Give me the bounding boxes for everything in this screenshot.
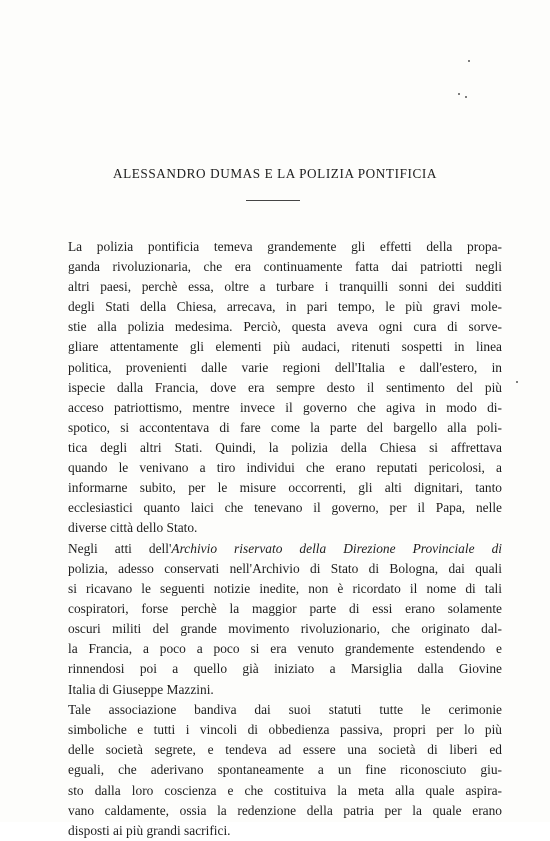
text-line: eguali, che aderivano spontaneamente a un fine riconosciuto giu- [68,762,502,778]
text-line: la Francia, a poco a poco si era venuto grandemente estendendo e [68,641,502,657]
page-speck [458,93,460,95]
paragraph-3 [68,700,502,841]
text-line: sto dalla loro coscienza e che costituiva la meta alla quale aspira- [68,782,502,798]
text-line: acceso patriottismo, mentre invece il governo che agiva in modo di- [68,399,502,415]
archive-title: Archivio riservato della Direzione Provinciale di [171,540,502,556]
text-line: degli Stati della Chiesa, arrecava, in pari tempo, le più gravi mole- [68,299,502,315]
text-line: oscuri militi del grande movimento rivoluzionario, che originato dal- [68,621,502,637]
text-line: vano caldamente, ossia la redenzione della patria per la quale erano [68,802,502,818]
text-line: disposti ai più grandi sacrifici. [68,822,231,838]
text-line: delle società segrete, e tendeva ad essere una società di liberi ed [68,742,502,758]
text-line: ispecie dalla Francia, dove era sempre desto il sentimento del più [68,379,502,395]
text-line: spotico, si accontentava di fare come la parte del bargello alla poli- [68,419,502,435]
paragraph-1 [68,237,502,538]
text-line: tica degli altri Stati. Quindi, la polizia della Chiesa si affrettava [68,439,502,455]
text-line: gliare attentamente gli elementi più audaci, ritenuti sospetti in linea [68,339,502,355]
text-line: rinnendosi poi a quello già iniziato a Marsiglia dalla Giovine [68,661,502,677]
text-line: Italia di Giuseppe Mazzini. [68,681,214,697]
text-line: quando le venivano a tiro individui che erano reputati pericolosi, a [68,460,502,476]
text-line: polizia, adesso conservati nell'Archivio di Stato di Bologna, dai quali [68,561,502,576]
page-speck [465,96,467,98]
text-line: diverse città dello Stato. [68,520,198,536]
text-line: politica, provenienti dalle varie regioni dell'Italia e dall'estero, in [68,359,502,375]
text-line: ganda rivoluzionaria, che era continuamente fatta dai patriotti negli [68,259,502,275]
text-line: stie alla polizia medesima. Perciò, questa aveva ogni cura di sorve- [68,319,502,335]
text-line: informarne subito, per le misure occorrenti, gli alti dignitari, tanto [68,480,502,496]
page-speck [516,381,518,383]
title-rule [246,200,300,201]
page-speck [468,60,470,62]
paragraph-2 [68,539,502,700]
text-line: La polizia pontificia temeva grandemente gli effetti della propa- [68,239,502,254]
text-line: altri paesi, perchè essa, oltre a turbare i tranquilli sonni dei sudditi [68,279,502,295]
text-line: Negli atti dell'Archivio riservato della Direzione Provinciale di [68,540,502,556]
text-line: Tale associazione bandiva dai suoi statuti tutte le cerimonie [68,702,502,718]
text-line: simboliche e tutti i vincoli di obbedienza passiva, propri per lo più [68,722,502,738]
chapter-title: ALESSANDRO DUMAS E LA POLIZIA PONTIFICIA [112,166,438,181]
text-line: ecclesiastici quanto laici che tenevano il governo, per il Papa, nelle [68,500,502,516]
text-line: cospiratori, forse perchè la maggior parte di essi erano solamente [68,601,502,617]
body-text [68,237,502,841]
text-line: si ricavano le seguenti notizie inedite, non è ricordato il nome di tali [68,581,502,597]
